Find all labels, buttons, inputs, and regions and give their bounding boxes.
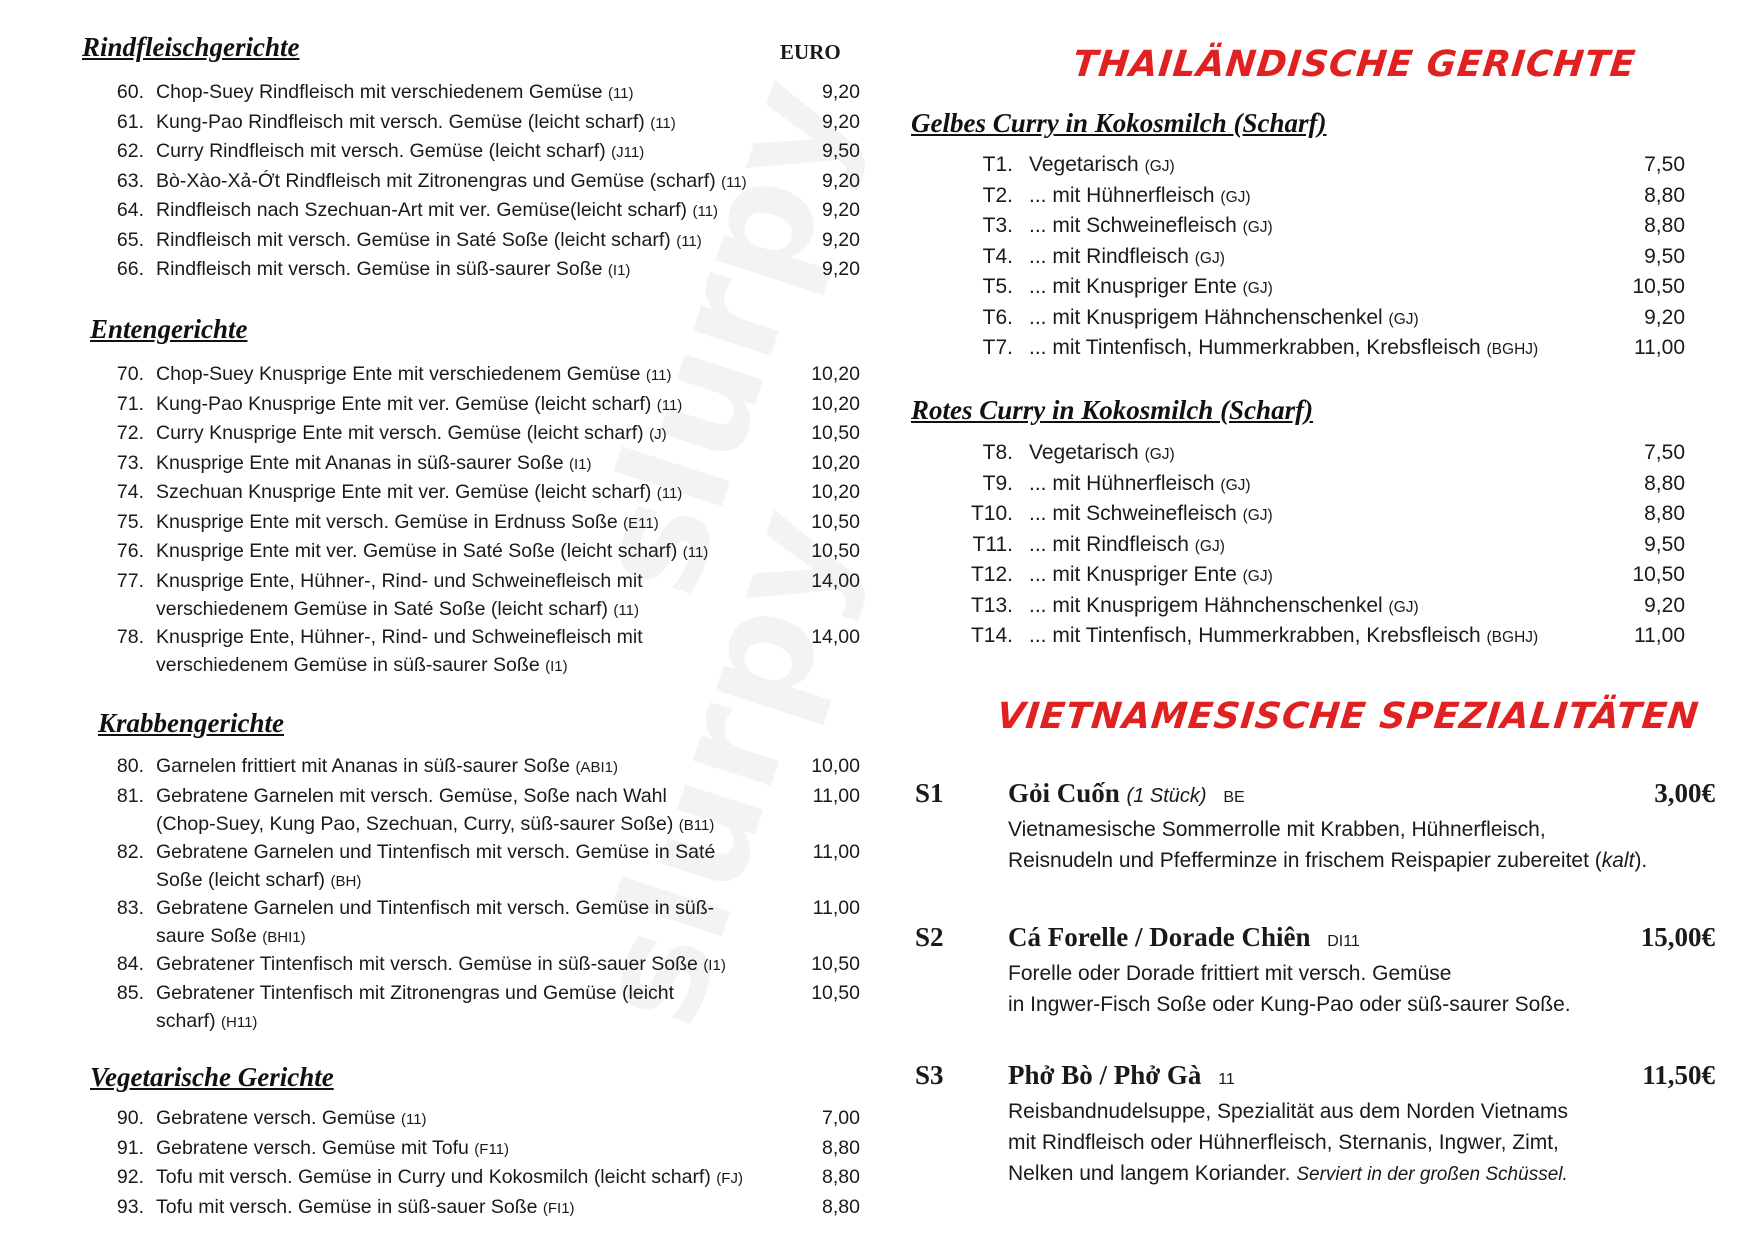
item-price: 10,50 — [811, 952, 860, 975]
item-description — [1029, 438, 1589, 470]
item-price: 9,20 — [822, 81, 860, 103]
item-price: 10,50 — [1632, 563, 1685, 586]
item-price: 11,00 — [812, 840, 860, 863]
item-description — [1029, 469, 1589, 501]
item-number: T7. — [982, 336, 1013, 359]
item-text: Szechuan Knusprige Ente mit ver. Gemüse (leicht scharf) — [156, 481, 652, 503]
item-description — [1029, 333, 1589, 365]
item-text: Bò-Xào-Xả-Ớt Rindfleisch mit Zitronengras und Gemüse (scharf) — [156, 169, 716, 192]
special-allergens: BE — [1223, 789, 1245, 806]
item-allergens: (11) — [650, 114, 676, 132]
viet-heading: VIETNAMESISCHE SPEZIALITÄTEN — [994, 696, 1701, 737]
item-allergens: (11) — [607, 85, 634, 102]
item-description — [156, 537, 776, 567]
item-description — [156, 1193, 776, 1223]
item-price: 7,50 — [1644, 441, 1685, 464]
item-text: ... mit Tintenfisch, Hummerkrabben, Krebsfleisch — [1029, 624, 1481, 647]
item-text: Gebratene versch. Gemüse — [156, 1107, 396, 1129]
item-description — [1029, 211, 1589, 243]
item-allergens: (BH) — [330, 872, 362, 890]
item-description — [1029, 499, 1589, 531]
description-line: mit Rindfleisch oder Hühnerfleisch, Sternanis, Ingwer, Zimt, — [1008, 1131, 1559, 1154]
item-allergens: (GJ) — [1194, 537, 1225, 555]
item-description — [156, 950, 776, 980]
item-number: T5. — [982, 275, 1013, 298]
item-allergens: (11) — [400, 1111, 427, 1128]
item-description — [1029, 560, 1589, 592]
item-price: 9,20 — [822, 228, 860, 251]
item-number: T1. — [982, 153, 1013, 176]
item-allergens: (GJ) — [1242, 507, 1273, 524]
description-italic: Serviert in der großen Schüssel. — [1296, 1164, 1568, 1185]
item-number: 91. — [116, 1136, 144, 1159]
item-price: 14,00 — [811, 569, 860, 592]
item-text: Rindfleisch nach Szechuan-Art mit ver. Gemüse(leicht scharf) — [156, 199, 688, 221]
item-text: Rindfleisch mit versch. Gemüse in Saté Soße (leicht scharf) — [156, 228, 671, 251]
item-number: 83. — [116, 896, 144, 919]
item-price: 9,20 — [822, 258, 860, 280]
item-description — [156, 196, 776, 226]
section-title-rotes-curry: Rotes Curry in Kokosmilch (Scharf) — [911, 395, 1314, 425]
special-note: (1 Stück) — [1126, 785, 1207, 807]
special-code: S1 — [915, 778, 944, 808]
item-number: T3. — [982, 214, 1013, 237]
item-number: T14. — [970, 624, 1013, 647]
item-price: 9,20 — [822, 110, 860, 133]
special-name — [1008, 922, 1360, 953]
item-allergens: (11) — [692, 203, 719, 220]
item-number: 75. — [116, 510, 144, 533]
item-text: Curry Rindfleisch mit versch. Gemüse (leicht scharf) — [156, 140, 606, 162]
item-description — [156, 167, 776, 197]
description-line: in Ingwer-Fisch Soße oder Kung-Pao oder süß-saurer Soße. — [1008, 993, 1571, 1016]
item-allergens: (11) — [682, 544, 709, 561]
item-price: 14,00 — [811, 625, 860, 648]
item-text: Knusprige Ente mit Ananas in süß-saurer Soße — [156, 451, 564, 474]
item-allergens: (FI1) — [542, 1199, 575, 1217]
item-description — [156, 838, 776, 896]
special-price: 15,00€ — [1640, 922, 1715, 952]
item-price: 11,00 — [812, 896, 860, 919]
item-description — [156, 478, 776, 508]
item-description — [156, 255, 776, 285]
item-allergens: (J) — [649, 426, 667, 443]
item-number: 61. — [116, 110, 144, 133]
item-price: 9,20 — [822, 199, 860, 221]
item-description — [1029, 621, 1589, 653]
item-description — [156, 1134, 776, 1164]
section-title-enten: Entengerichte — [90, 314, 248, 344]
description-text: Reisnudeln und Pfefferminze in frischem Reispapier zubereitet ( — [1008, 849, 1602, 872]
item-price: 8,80 — [1644, 214, 1685, 237]
item-price: 10,50 — [811, 540, 860, 562]
item-price: 8,80 — [822, 1195, 860, 1218]
item-number: 74. — [116, 481, 144, 503]
item-allergens: (GJ) — [1144, 158, 1175, 175]
item-allergens: (B11) — [678, 816, 715, 834]
section-title-krabben: Krabbengerichte — [98, 708, 284, 738]
item-description — [156, 390, 776, 420]
item-allergens: (11) — [721, 173, 747, 191]
item-number: T12. — [970, 563, 1013, 586]
item-allergens: (11) — [656, 396, 683, 414]
item-text: Tofu mit versch. Gemüse in Curry und Kokosmilch (leicht scharf) — [156, 1166, 711, 1188]
item-description — [156, 108, 776, 138]
item-allergens: (11) — [656, 485, 683, 502]
description-line: Forelle oder Dorade frittiert mit versch. Gemüse — [1008, 962, 1452, 985]
item-description — [156, 979, 776, 1037]
item-price: 11,00 — [1634, 336, 1685, 359]
item-number: 92. — [116, 1166, 144, 1188]
item-allergens: (I1) — [545, 657, 568, 675]
item-allergens: (GJ) — [1220, 188, 1251, 206]
item-allergens: (I1) — [568, 455, 592, 473]
item-text: Knusprige Ente mit versch. Gemüse in Erdnuss Soße — [156, 510, 618, 533]
item-text: Tofu mit versch. Gemüse in süß-sauer Soße — [156, 1195, 538, 1218]
description-text: Nelken und langem Koriander. — [1008, 1162, 1291, 1185]
item-number: 80. — [116, 755, 144, 777]
item-price: 8,80 — [1644, 183, 1685, 207]
item-allergens: (E11) — [623, 514, 659, 532]
item-description — [1029, 530, 1589, 562]
item-price: 10,20 — [811, 392, 860, 415]
item-number: 71. — [116, 392, 144, 415]
item-text: Vegetarisch — [1029, 441, 1139, 464]
special-description — [1008, 814, 1728, 876]
item-allergens: (GJ) — [1388, 310, 1419, 328]
item-allergens: (GJ) — [1194, 249, 1225, 267]
item-text: ... mit Schweinefleisch — [1029, 502, 1237, 525]
item-description — [1029, 242, 1589, 274]
item-text: Vegetarisch — [1029, 153, 1139, 176]
item-description — [1029, 181, 1589, 213]
item-price: 10,20 — [811, 363, 860, 385]
item-price: 9,20 — [822, 169, 860, 192]
item-price: 10,50 — [811, 982, 860, 1004]
item-price: 8,80 — [1644, 502, 1685, 525]
item-text: Kung-Pao Knusprige Ente mit ver. Gemüse (leicht scharf) — [156, 392, 652, 415]
item-number: T4. — [982, 244, 1013, 268]
item-allergens: (H11) — [221, 1014, 258, 1031]
item-number: 66. — [116, 258, 144, 280]
item-description — [156, 137, 776, 167]
item-text: ... mit Knuspriger Ente — [1029, 275, 1237, 298]
item-allergens: (I1) — [703, 956, 726, 974]
description-line: Vietnamesische Sommerrolle mit Krabben, Hühnerfleisch, — [1008, 818, 1546, 841]
item-number: 72. — [116, 422, 144, 444]
item-allergens: (11) — [645, 367, 672, 384]
item-price: 9,50 — [1644, 532, 1685, 556]
item-allergens: (11) — [676, 232, 702, 250]
description-end: ). — [1634, 849, 1648, 872]
item-description — [156, 508, 776, 538]
item-allergens: (F11) — [474, 1140, 510, 1158]
item-number: 70. — [116, 363, 144, 385]
item-price: 7,50 — [1644, 153, 1685, 176]
item-text: Garnelen frittiert mit Ananas in süß-saurer Soße — [156, 755, 571, 777]
item-text-line2: Soße (leicht scharf) — [156, 868, 326, 891]
item-price: 8,80 — [822, 1136, 860, 1159]
item-number: 60. — [116, 81, 144, 103]
special-allergens: 11 — [1218, 1071, 1235, 1088]
item-allergens: (BHI1) — [262, 928, 306, 946]
item-text: ... mit Rindfleisch — [1029, 244, 1189, 268]
item-number: T6. — [982, 305, 1013, 329]
item-price: 11,00 — [812, 784, 860, 807]
item-text: Knusprige Ente, Hühner-, Rind- und Schweinefleisch mit — [156, 625, 643, 648]
item-text: Gebratene Garnelen und Tintenfisch mit versch. Gemüse in süß- — [156, 896, 715, 919]
item-text-line2: verschiedenem Gemüse in Saté Soße (leicht scharf) — [156, 597, 608, 620]
special-price: 11,50€ — [1642, 1060, 1715, 1090]
special-code: S3 — [915, 1060, 944, 1090]
item-number: 64. — [116, 199, 144, 221]
item-price: 10,50 — [1632, 275, 1685, 298]
item-allergens: (FJ) — [716, 1170, 743, 1187]
item-number: 77. — [116, 569, 144, 592]
item-number: T9. — [982, 471, 1013, 495]
description-italic: kalt — [1601, 849, 1635, 872]
item-text: Gebratene versch. Gemüse mit Tofu — [156, 1136, 469, 1159]
item-price: 10,00 — [811, 755, 860, 777]
item-text: Knusprige Ente mit ver. Gemüse in Saté Soße (leicht scharf) — [156, 540, 678, 562]
item-text-line2: verschiedenem Gemüse in süß-saurer Soße — [156, 653, 540, 676]
item-price: 10,50 — [811, 422, 860, 444]
item-text: ... mit Knusprigem Hähnchenschenkel — [1029, 593, 1383, 617]
description-line — [1008, 845, 1728, 876]
section-title-rindfleisch: Rindfleischgerichte — [82, 32, 300, 62]
item-text: ... mit Knuspriger Ente — [1029, 563, 1237, 586]
item-number: T10. — [970, 502, 1013, 525]
item-description — [1029, 303, 1589, 335]
item-number: 84. — [116, 952, 144, 975]
item-text: Kung-Pao Rindfleisch mit versch. Gemüse (leicht scharf) — [156, 110, 645, 133]
item-text: ... mit Schweinefleisch — [1029, 214, 1237, 237]
item-text: Chop-Suey Rindfleisch mit verschiedenem Gemüse — [156, 81, 603, 103]
item-allergens: (11) — [613, 601, 639, 619]
description-line: Reisbandnudelsuppe, Spezialität aus dem Norden Vietnams — [1008, 1100, 1568, 1123]
item-price: 7,00 — [822, 1107, 860, 1129]
item-number: 62. — [116, 140, 144, 162]
special-description — [1008, 1096, 1728, 1190]
item-description — [156, 360, 776, 390]
item-description — [156, 1163, 776, 1193]
item-allergens: (J11) — [611, 144, 645, 161]
item-allergens: (GJ) — [1144, 446, 1175, 463]
item-description — [1029, 591, 1589, 623]
section-title-gelbes-curry: Gelbes Curry in Kokosmilch (Scharf) — [911, 108, 1327, 138]
item-text: Chop-Suey Knusprige Ente mit verschiedenem Gemüse — [156, 363, 641, 385]
item-text-line2: scharf) — [156, 1010, 216, 1032]
item-text-line2: saure Soße — [156, 924, 257, 947]
special-code: S2 — [915, 922, 944, 952]
item-text: ... mit Knusprigem Hähnchenschenkel — [1029, 305, 1383, 329]
item-allergens: (BGHJ) — [1486, 629, 1539, 646]
item-text: Knusprige Ente, Hühner-, Rind- und Schweinefleisch mit — [156, 569, 643, 592]
special-name-text: Phở Bò / Phở Gà — [1008, 1060, 1202, 1090]
item-text: ... mit Tintenfisch, Hummerkrabben, Krebsfleisch — [1029, 336, 1481, 359]
item-number: T8. — [982, 441, 1013, 464]
item-description — [1029, 150, 1589, 182]
special-price: 3,00€ — [1654, 778, 1715, 808]
item-text: ... mit Rindfleisch — [1029, 532, 1189, 556]
item-number: 85. — [116, 982, 144, 1004]
item-allergens: (ABI1) — [575, 759, 618, 776]
item-number: 81. — [116, 784, 144, 807]
item-number: 76. — [116, 540, 144, 562]
item-description — [156, 1104, 776, 1134]
item-price: 9,50 — [822, 140, 860, 162]
currency-label: EURO — [780, 40, 841, 64]
description-line — [1008, 1158, 1728, 1190]
item-description — [156, 623, 776, 681]
item-text: ... mit Hühnerfleisch — [1029, 471, 1215, 495]
item-number: 93. — [116, 1195, 144, 1218]
item-allergens: (GJ) — [1388, 598, 1419, 616]
item-description — [156, 78, 776, 108]
item-description — [156, 782, 776, 840]
item-number: 78. — [116, 625, 144, 648]
thai-heading: THAILÄNDISCHE GERICHTE — [1070, 44, 1638, 85]
item-price: 8,80 — [822, 1166, 860, 1188]
item-price: 8,80 — [1644, 471, 1685, 495]
item-description — [156, 449, 776, 479]
item-price: 10,50 — [811, 510, 860, 533]
item-price: 10,20 — [811, 451, 860, 474]
item-number: 90. — [116, 1107, 144, 1129]
item-number: 82. — [116, 840, 144, 863]
special-description — [1008, 958, 1728, 1020]
item-number: 63. — [116, 169, 144, 192]
item-text: Rindfleisch mit versch. Gemüse in süß-saurer Soße — [156, 258, 603, 280]
item-description — [156, 567, 776, 625]
section-title-vegetarisch: Vegetarische Gerichte — [90, 1062, 334, 1092]
special-name-text: Gỏi Cuốn — [1008, 778, 1120, 808]
item-text: Gebratene Garnelen und Tintenfisch mit versch. Gemüse in Saté — [156, 840, 716, 863]
item-text: Curry Knusprige Ente mit versch. Gemüse (leicht scharf) — [156, 422, 644, 444]
item-text: ... mit Hühnerfleisch — [1029, 183, 1215, 207]
item-price: 9,20 — [1644, 593, 1685, 617]
item-text: Gebratene Garnelen mit versch. Gemüse, Soße nach Wahl — [156, 784, 667, 807]
item-price: 9,20 — [1644, 305, 1685, 329]
item-description — [156, 894, 776, 952]
special-name-text: Cá Forelle / Dorade Chiên — [1008, 922, 1311, 952]
item-allergens: (I1) — [607, 262, 631, 279]
item-number: 73. — [116, 451, 144, 474]
item-allergens: (GJ) — [1242, 219, 1273, 236]
item-number: T13. — [970, 593, 1013, 617]
special-allergens: DI11 — [1327, 933, 1360, 950]
item-number: T11. — [972, 532, 1013, 556]
item-text: Gebratener Tintenfisch mit Zitronengras und Gemüse (leicht — [156, 982, 675, 1004]
item-price: 9,50 — [1644, 244, 1685, 268]
item-allergens: (BGHJ) — [1486, 341, 1539, 358]
item-description — [1029, 272, 1589, 304]
item-description — [156, 226, 776, 256]
item-allergens: (GJ) — [1242, 568, 1273, 585]
item-text-line2: (Chop-Suey, Kung Pao, Szechuan, Curry, süß-saurer Soße) — [156, 812, 674, 835]
item-number: 65. — [116, 228, 144, 251]
item-description — [156, 752, 776, 782]
item-allergens: (GJ) — [1220, 476, 1251, 494]
item-text: Gebratener Tintenfisch mit versch. Gemüse in süß-sauer Soße — [156, 952, 698, 975]
special-name — [1008, 1060, 1235, 1091]
item-allergens: (GJ) — [1242, 280, 1273, 297]
item-number: T2. — [982, 183, 1013, 207]
item-price: 10,20 — [811, 481, 860, 503]
item-price: 11,00 — [1634, 624, 1685, 647]
special-name — [1008, 778, 1245, 809]
item-description — [156, 419, 776, 449]
